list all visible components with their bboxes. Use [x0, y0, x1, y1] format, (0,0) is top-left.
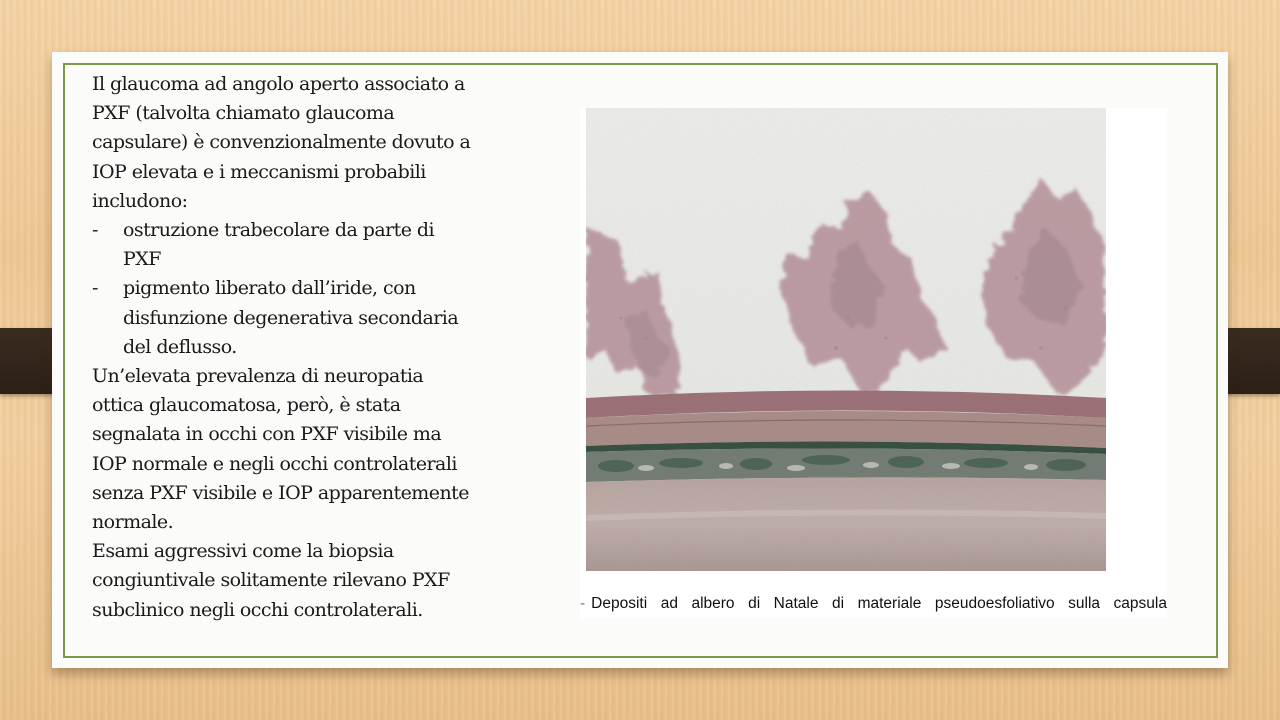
list-item-text: pigmento liberato dall’iride, con disfunzione degenerativa secondaria del deflusso. [123, 277, 459, 358]
paragraph-biopsy: Esami aggressivi come la biopsia congiuntivale solitamente rilevano PXF subclinico negli occhi controlaterali. [92, 540, 450, 621]
slide [52, 52, 1228, 668]
list-item [92, 216, 477, 274]
list-item [92, 274, 477, 362]
caption-text: Depositi ad albero di Natale di materiale pseudoesfoliativo sulla capsula [591, 595, 1167, 612]
figure-caption [580, 595, 1167, 613]
caption-lead: - [580, 595, 586, 612]
bullet-dash: - [92, 277, 98, 300]
paragraph-prevalence: Un’elevata prevalenza di neuropatia ottica glaucomatosa, però, è stata segnalata in occhi con PXF visibile ma IOP normale e negli occhi controlaterali senza PXF visibile e IOP apparentemente normale. [92, 365, 469, 534]
slide-body-text [92, 70, 477, 625]
mechanism-list [92, 216, 477, 362]
histology-photo [586, 108, 1106, 571]
list-item-text: ostruzione trabecolare da parte di PXF [123, 219, 435, 271]
paragraph-intro: Il glaucoma ad angolo aperto associato a PXF (talvolta chiamato glaucoma capsulare) è convenzionalmente dovuto a IOP elevata e i meccanismi probabili includono: [92, 73, 471, 212]
bullet-dash: - [92, 219, 98, 242]
figure [580, 108, 1167, 618]
